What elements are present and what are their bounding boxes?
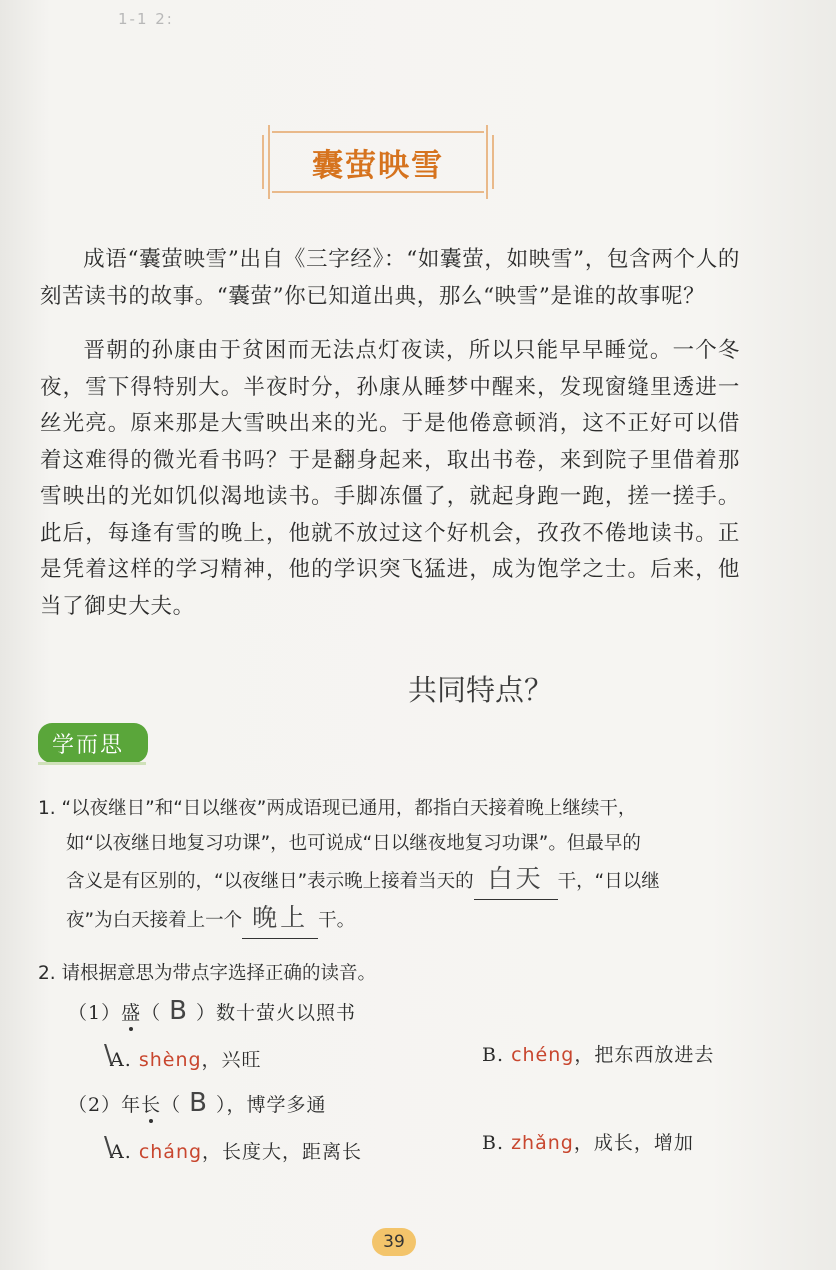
answer-blank-1[interactable]: 白天 bbox=[474, 861, 558, 900]
check-mark-icon: \ bbox=[104, 1040, 113, 1070]
q2-item-1: （1）盛（ B ）数十萤火以照书 bbox=[68, 996, 356, 1026]
q1-line4: 夜”为白天接着上一个 晚上 干。 bbox=[38, 900, 758, 939]
paragraph-intro: 成语“囊萤映雪”出自《三字经》：“如囊萤，如映雪”，包含两个人的刻苦读书的故事。“囊萤”你已知道出典，那么“映雪”是谁的故事呢？ bbox=[40, 247, 740, 309]
question-2-prompt: 2. 请根据意思为带点字选择正确的读音。 bbox=[38, 963, 377, 984]
badge-underline bbox=[38, 762, 146, 765]
paragraph-story: 晋朝的孙康由于贫困而无法点灯夜读，所以只能早早睡觉。一个冬夜，雪下得特别大。半夜时分，孙康从睡梦中醒来，发现窗缝里透进一丝光亮。原来那是大雪映出来的光。于是他倦意顿消，这不正好可以借着这难得的微光看书吗？于是翻身起来，取出书卷，来到院子里借着那雪映出的光如饥似渴地读书。手脚冻僵了，就起身跑一跑，搓一搓手。此后，每逢有雪的晚上，他就不放过这个好机会，孜孜不倦地读书。正是凭着这样的学习精神，他的学识突飞猛进，成为饱学之士。后来，他当了御史大夫。 bbox=[40, 338, 740, 619]
q2-item-1-option-b: B. chéng，把东西放进去 bbox=[482, 1044, 715, 1066]
q1-line3: 含义是有区别的，“以夜继日”表示晚上接着当天的 白天 干，“日以继 bbox=[38, 861, 758, 900]
answer-choice-2[interactable]: B bbox=[189, 1088, 208, 1118]
check-mark-icon: \ bbox=[104, 1132, 113, 1162]
question-1 bbox=[38, 791, 758, 939]
answer-choice-1[interactable]: B bbox=[169, 996, 188, 1026]
q2-item-2-option-b: B. zhǎng，成长，增加 bbox=[482, 1132, 694, 1154]
q1-line1: 1. “以夜继日”和“日以继夜”两成语现已通用，都指白天接着晚上继续干， bbox=[38, 798, 637, 819]
section-badge: 学而思 bbox=[38, 723, 148, 763]
page-title: 囊萤映雪 bbox=[312, 147, 444, 184]
q1-line2: 如“以夜继日地复习功课”，也可说成“日以继夜地复习功课”。但最早的 bbox=[66, 833, 641, 854]
q2-item-2-option-a: A. cháng，长度大，距离长 bbox=[110, 1141, 363, 1163]
handwritten-note: 共同特点？ bbox=[408, 673, 554, 707]
q2-item-2: （2）年长（ B ），博学多通 bbox=[68, 1088, 327, 1118]
q2-item-1-option-a: A. shèng，兴旺 bbox=[110, 1049, 262, 1071]
answer-blank-2[interactable]: 晚上 bbox=[242, 900, 318, 939]
pencil-mark: 1-1 2: bbox=[118, 10, 174, 28]
title-frame bbox=[262, 125, 494, 199]
page-number: 39 bbox=[372, 1228, 416, 1256]
